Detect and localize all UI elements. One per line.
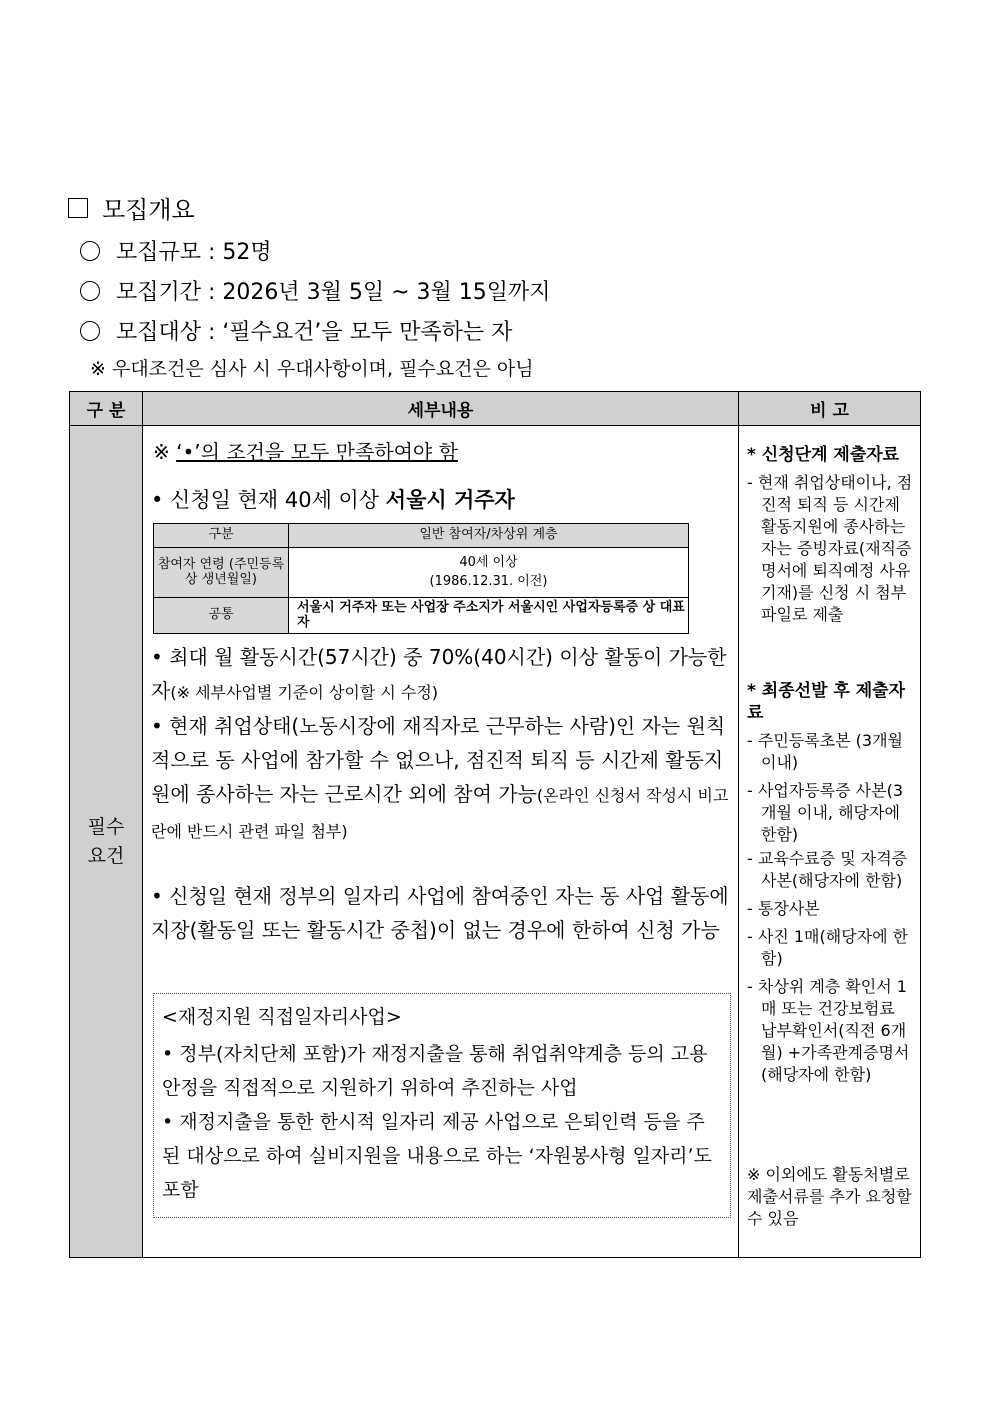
overview-period-text: 모집기간 : 2026년 3월 5일 ~ 3월 15일까지 <box>116 280 551 305</box>
square-bullet-icon <box>68 198 88 218</box>
requirement-employment <box>151 709 729 849</box>
subtable-common-row <box>154 598 688 633</box>
header-category: 구 분 <box>70 392 143 426</box>
list-item: - 주민등록초본 (3개월 이내) <box>747 731 904 772</box>
circle-bullet-icon <box>80 241 100 261</box>
remarks-final-docs <box>747 680 914 1086</box>
circle-bullet-icon <box>80 281 100 301</box>
subtable-header-category: 구분 <box>154 524 289 547</box>
section-heading <box>68 190 195 225</box>
overview-scale <box>80 235 272 266</box>
row-label: 필수 요건 <box>87 816 125 867</box>
overview-scale-text: 모집규모 : 52명 <box>116 240 272 265</box>
requirement-activity-text: • 최대 월 활동시간(57시간) 중 70%(40시간) 이상 활동이 가능한 자 <box>151 645 727 703</box>
details-cell <box>143 426 739 1257</box>
remarks-application-title: * 신청단계 제출자료 <box>747 445 900 465</box>
requirement-residence-bold: 서울시 거주자 <box>385 488 515 512</box>
subtable-common-value: 서울시 거주자 또는 사업장 주소지가 서울시인 사업자등록증 상 대표자 <box>297 599 685 630</box>
condition-note <box>153 436 458 465</box>
circle-bullet-icon <box>80 321 100 341</box>
header-details: 세부내용 <box>143 392 739 426</box>
list-item: - 차상위 계층 확인서 1매 또는 건강보험료 납부확인서(직전 6개월) +가족관계증명서 (해당자에 한함) <box>747 977 910 1084</box>
list-item: - 통장사본 <box>747 899 820 918</box>
box-title: <재정지원 직접일자리사업> <box>162 1006 402 1028</box>
condition-note-prefix: ※ <box>153 440 177 464</box>
remarks-application-docs <box>747 444 914 626</box>
subtable-age-min: 40세 이상 <box>459 555 518 571</box>
subtable-age-row <box>154 548 688 598</box>
subtable-age-date: (1986.12.31. 이전) <box>429 573 548 589</box>
direct-job-program-box <box>153 993 731 1218</box>
subtable-header-row <box>154 524 688 548</box>
requirement-age-text: • 신청일 현재 40세 이상 <box>151 488 386 512</box>
subtable-age-label: 참여자 연령 (주민등록상 생년월일) <box>154 548 289 597</box>
remarks-application-item: - 현재 취업상태이나, 점진적 퇴직 등 시간제 활동지원에 종사하는 자는 증빙자료(재직증명서에 퇴직예정 사유기재)를 신청 시 첨부파일로 제출 <box>747 473 913 624</box>
row-label-cell <box>70 426 143 1257</box>
list-item: - 사진 1매(해당자에 한함) <box>747 927 909 968</box>
requirement-activity-note: (※ 세부사업별 기준이 상이할 시 수정) <box>170 683 439 702</box>
subtable-header-group: 일반 참여자/차상위 계층 <box>289 524 688 547</box>
remarks-final-title: * 최종선발 후 제출자료 <box>747 681 906 723</box>
requirement-activity-hours <box>151 640 729 710</box>
subtable-common-label: 공통 <box>154 598 289 633</box>
subtable-age-value <box>289 548 688 597</box>
overview-target <box>80 315 512 346</box>
overview-period <box>80 275 551 306</box>
eligibility-subtable <box>153 523 689 634</box>
requirement-age-residence <box>151 484 515 514</box>
list-item: - 사업자등록증 사본(3개월 이내, 해당자에 한함) <box>747 781 904 844</box>
requirement-government-job: • 신청일 현재 정부의 일자리 사업에 참여중인 자는 동 사업 활동에 지장(활동일 또는 활동시간 중첩)이 없는 경우에 한하여 신청 가능 <box>151 884 729 942</box>
box-item-volunteer: • 재정지출을 통한 한시적 일자리 제공 사업으로 은퇴인력 등을 주된 대상으로 하여 실비지원을 내용으로 하는 ‘자원봉사형 일자리’도 포함 <box>162 1111 712 1201</box>
list-item: - 교육수료증 및 자격증 사본(해당자에 한함) <box>747 849 908 890</box>
box-item-definition: • 정부(자치단체 포함)가 재정지출을 통해 취업취약계층 등의 고용안정을 직접적으로 지원하기 위하여 추진하는 사업 <box>162 1043 708 1099</box>
requirement-employment-note: (온라인 신청서 작성시 비고란에 반드시 관련 파일 첨부) <box>151 786 729 841</box>
remarks-cell <box>739 426 920 1257</box>
requirements-table <box>69 391 921 1258</box>
condition-note-text: ‘•’의 조건을 모두 만족하여야 함 <box>176 440 458 464</box>
remarks-additional-note: ※ 이외에도 활동처별로 제출서류를 추가 요청할 수 있음 <box>747 1165 912 1228</box>
overview-note: ※ 우대조건은 심사 시 우대사항이며, 필수요건은 아님 <box>90 358 534 380</box>
overview-target-text: 모집대상 : ‘필수요건’을 모두 만족하는 자 <box>116 320 513 345</box>
section-heading-text: 모집개요 <box>102 196 195 224</box>
header-remarks: 비 고 <box>739 392 920 426</box>
requirement-employment-text: • 현재 취업상태(노동시장에 재직자로 근무하는 사람)인 자는 원칙적으로 동 사업에 참가할 수 없으나, 점진적 퇴직 등 시간제 활동지원에 종사하는 자는 근로시간 외에 참여 가능 <box>151 714 726 806</box>
